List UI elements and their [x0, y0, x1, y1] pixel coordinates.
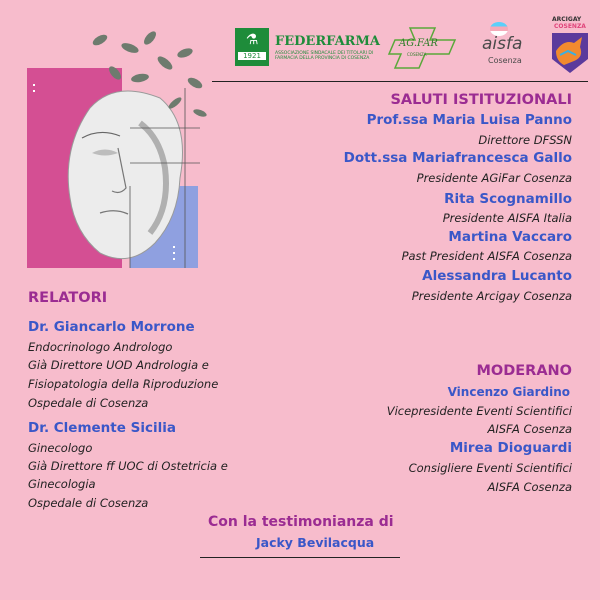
saluti-name-3: Rita Scognamillo [444, 191, 572, 207]
relatore-2-line-3: Ginecologia [28, 477, 96, 491]
relatore-name-1: Dr. Giancarlo Morrone [28, 319, 195, 335]
federfarma-mark-icon: ⚗ 1921 [235, 28, 269, 66]
header-divider [212, 81, 588, 82]
relatore-1-line-4: Ospedale di Cosenza [28, 396, 149, 410]
saluti-heading: SALUTI ISTITUZIONALI [390, 92, 572, 108]
federfarma-logo [235, 28, 380, 68]
saluti-name-4: Martina Vaccaro [448, 229, 572, 245]
federfarma-subtitle: ASSOCIAZIONE SINDACALE DEI TITOLARI DI FARMACIA DELLA PROVINCIA DI COSENZA [275, 51, 374, 61]
aisfa-name: aisfa [482, 34, 523, 54]
agifar-name: AG.FAR [399, 38, 438, 49]
moderatore-2-line-1: Consigliere Eventi Scientifici [408, 461, 572, 475]
arcigay-name: ARCIGAY [552, 16, 582, 23]
statue-artwork [20, 28, 220, 278]
relatore-1-line-3: Fisiopatologia della Riproduzione [28, 377, 219, 391]
saluti-role-3: Presidente AISFA Italia [442, 211, 572, 225]
footer-divider [200, 557, 400, 558]
moderatore-2-line-2: AISFA Cosenza [487, 480, 572, 494]
federfarma-name: FEDERFARMA [275, 34, 380, 49]
relatori-heading: RELATORI [28, 290, 108, 306]
moderatore-name-1: Vincenzo Giardino [447, 385, 570, 399]
aisfa-logo [478, 20, 533, 70]
arcigay-shield-icon [550, 31, 590, 75]
moderatore-name-2: Mirea Dioguardi [449, 440, 572, 456]
aisfa-subtitle: Cosenza [488, 56, 522, 65]
saluti-name-2: Dott.ssa Mariafrancesca Gallo [343, 150, 572, 166]
testimonianza-name: Jacky Bevilacqua [256, 535, 375, 550]
agifar-logo [385, 24, 460, 72]
arcigay-subtitle: COSENZA [554, 23, 586, 30]
arcigay-logo [546, 14, 594, 76]
saluti-role-5: Presidente Arcigay Cosenza [411, 289, 572, 303]
relatore-name-2: Dr. Clemente Sicilia [28, 420, 176, 436]
saluti-name-5: Alessandra Lucanto [422, 268, 572, 284]
moderatore-1-line-2: AISFA Cosenza [487, 422, 572, 436]
agifar-subtitle: COSENZA [407, 52, 427, 57]
relatore-2-line-4: Ospedale di Cosenza [28, 496, 149, 510]
relatore-1-line-1: Endocrinologo Andrologo [28, 340, 173, 354]
saluti-role-4: Past President AISFA Cosenza [401, 249, 572, 263]
saluti-role-2: Presidente AGiFar Cosenza [416, 171, 572, 185]
relatore-1-line-2: Già Direttore UOD Andrologia e [28, 358, 209, 372]
relatore-2-line-1: Ginecologo [28, 441, 93, 455]
moderatore-1-line-1: Vicepresidente Eventi Scientifici [386, 404, 572, 418]
relatore-2-line-2: Già Direttore ff UOC di Ostetricia e [28, 459, 228, 473]
moderano-heading: MODERANO [476, 363, 572, 379]
saluti-role-1: Direttore DFSSN [478, 133, 572, 147]
saluti-name-1: Prof.ssa Maria Luisa Panno [366, 112, 572, 128]
testimonianza-label: Con la testimonianza di [208, 514, 394, 530]
